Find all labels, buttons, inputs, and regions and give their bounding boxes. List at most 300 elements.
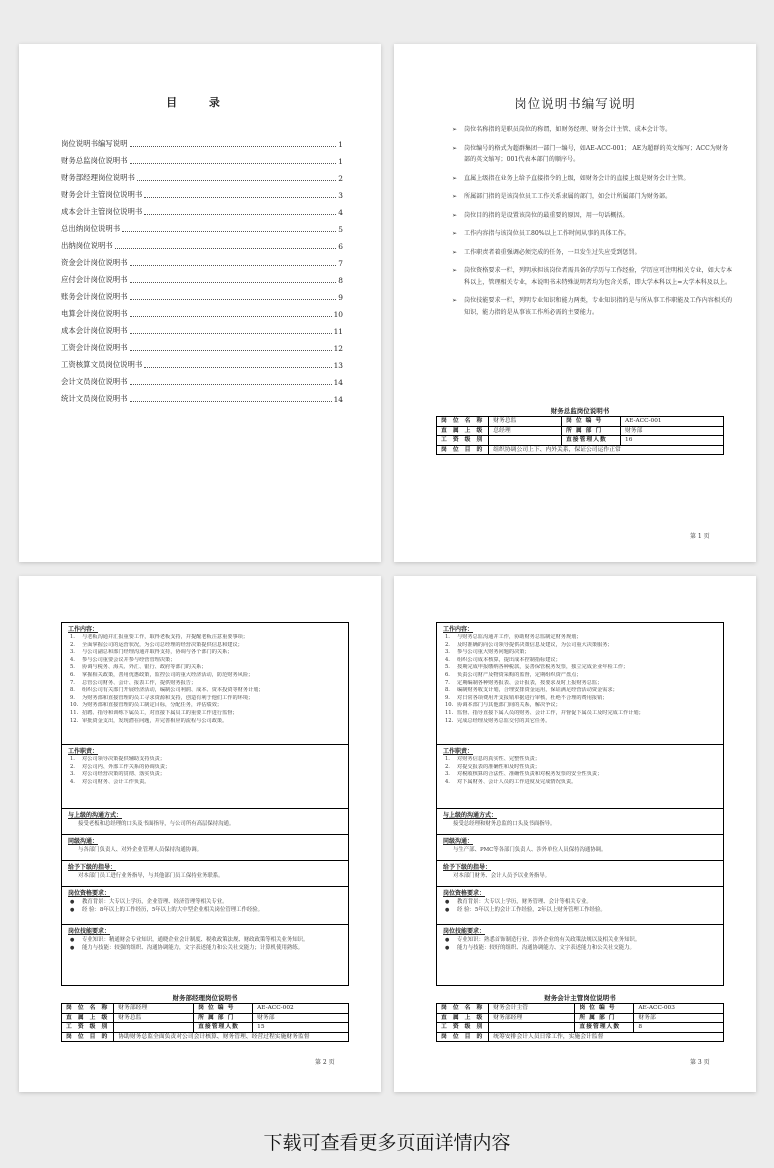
field-label: 直 属 上 级 bbox=[62, 1013, 114, 1023]
item-number: 6. bbox=[70, 671, 75, 678]
item-number: 3. bbox=[445, 771, 450, 778]
field-label: 工 资 级 别 bbox=[437, 436, 489, 446]
toc-entry-page: 1 bbox=[338, 140, 343, 149]
bullet-item bbox=[68, 906, 342, 914]
field-label: 直接管理人数 bbox=[575, 1023, 634, 1033]
guide-item bbox=[452, 265, 734, 288]
toc-entry-label: 岗位说明书编写说明 bbox=[61, 139, 128, 148]
subordinate-guidance-section bbox=[437, 861, 723, 887]
toc-entry-page: 9 bbox=[338, 293, 343, 302]
list-item bbox=[443, 680, 717, 688]
bullet-arrow-icon: ➢ bbox=[452, 211, 458, 219]
list-item bbox=[68, 680, 342, 688]
list-item bbox=[68, 771, 342, 779]
item-text: 专业知识：熟悉首饰制造行业、涉外企业的有关政策法规以及相关业务知识。 bbox=[457, 937, 641, 943]
toc-entry bbox=[61, 387, 343, 404]
item-text: 监督、指导直接下属人员的财务、会计工作，并督促下属员工及时完成工作计划； bbox=[457, 709, 644, 716]
toc-entry-page: 1 bbox=[338, 157, 343, 166]
item-number: 7. bbox=[445, 679, 450, 686]
guide-item bbox=[452, 228, 734, 240]
toc-entry-label: 工资核算文员岗位说明书 bbox=[61, 360, 143, 369]
field-label: 岗 位 编 号 bbox=[562, 417, 621, 427]
toc-entry bbox=[61, 200, 343, 217]
guide-item bbox=[452, 124, 734, 136]
item-text: 掌握相关政策，善用优惠政策，监控公司的重大经济活动，防范财务风险； bbox=[82, 671, 254, 678]
qualification-section bbox=[437, 887, 723, 925]
section-heading: 工作职责： bbox=[68, 748, 99, 755]
toc-leader-dots bbox=[130, 163, 337, 164]
field-value: 财务会计主管 bbox=[489, 1004, 575, 1014]
section-heading: 与上级的沟通方式： bbox=[443, 812, 498, 819]
item-text: 对税收核算的合法性、准确性负责和对税务发票的安全性负责； bbox=[457, 771, 603, 778]
item-text: 及时准确的向公司领导提供决策信息及建议，为公司重大决策服务； bbox=[457, 641, 613, 648]
toc-entry-page: 14 bbox=[333, 395, 343, 404]
item-number: 2. bbox=[445, 641, 450, 648]
table-row bbox=[62, 1023, 349, 1033]
toc-leader-dots bbox=[130, 350, 332, 351]
manager-duty-box bbox=[61, 622, 349, 986]
field-value: 协助财务总监全面负责对公司会计核算、财务管理、经营过程实施财务监督 bbox=[114, 1032, 349, 1042]
field-label: 工 资 级 别 bbox=[62, 1023, 114, 1033]
duties-section bbox=[62, 745, 348, 809]
item-text: 协调与税务、海关、外汇、银行、政府等部门的关系； bbox=[82, 664, 207, 671]
toc-entry bbox=[61, 183, 343, 200]
duties-section bbox=[437, 745, 723, 809]
item-number: 4. bbox=[445, 778, 450, 785]
item-number: 2. bbox=[70, 763, 75, 770]
toc-entry-label: 财务会计主管岗位说明书 bbox=[61, 190, 143, 199]
toc-entry bbox=[61, 149, 343, 166]
field-value: 16 bbox=[621, 436, 724, 446]
section-heading: 岗位资格要求： bbox=[68, 890, 111, 897]
guide-item-text: 所属部门指的是该岗位员工工作关系隶属的部门，如会计所属部门为财务部。 bbox=[464, 193, 672, 200]
table-row bbox=[437, 436, 724, 446]
item-number: 9. bbox=[70, 694, 75, 701]
field-label: 岗 位 名 称 bbox=[437, 1004, 489, 1014]
supervisor-table-title: 财务会计主管岗位说明书 bbox=[544, 994, 616, 1002]
item-number: 10. bbox=[70, 702, 79, 709]
guide-title: 岗位说明书编写说明 bbox=[514, 96, 636, 111]
section-heading: 给予下级的指导： bbox=[443, 864, 492, 871]
item-text: 能力与技能：较好的组织、沟通协调能力、文字表述能力和公关社交能力。 bbox=[457, 945, 635, 951]
field-value: 统筹安排会计人员日常工作，实施会计监督 bbox=[489, 1032, 724, 1042]
item-text: 对提交报表的准确性和及时性负责； bbox=[457, 763, 541, 770]
item-text: 全面掌握公司的运营状况，为公司总经理的经营决策提供信息和建议； bbox=[82, 641, 243, 648]
toc-entry-page: 4 bbox=[338, 208, 343, 217]
section-heading: 给予下级的指导： bbox=[68, 864, 117, 871]
bullet-item bbox=[68, 898, 342, 906]
field-value bbox=[114, 1023, 194, 1033]
bullet-dot-icon: ● bbox=[445, 945, 450, 951]
subordinate-guidance-section bbox=[62, 861, 348, 887]
field-value: 财务部 bbox=[621, 426, 724, 436]
bullet-item bbox=[68, 936, 342, 944]
list-item bbox=[443, 657, 717, 665]
section-heading: 岗位技能要求： bbox=[443, 928, 486, 935]
toc-leader-dots bbox=[115, 248, 337, 249]
toc-leader-dots bbox=[122, 231, 336, 232]
section-text: 与各部门负责人、对外企业管理人员保持沟通协调。 bbox=[78, 847, 202, 853]
toc-entry-label: 成本会计岗位说明书 bbox=[61, 326, 128, 335]
item-text: 经 验：5年以上的会计工作经验，2年以上财务管理工作经验。 bbox=[457, 907, 606, 913]
item-text: 对公司内、外部工作关系的协调负责； bbox=[82, 763, 171, 770]
field-label: 直 属 上 级 bbox=[437, 1013, 489, 1023]
item-text: 完成总经理及财务总监交付的其它任务。 bbox=[457, 717, 551, 724]
toc-leader-dots bbox=[130, 265, 337, 266]
table-row bbox=[437, 1023, 724, 1033]
supervisor-duty-box bbox=[436, 622, 724, 986]
section-heading: 岗位技能要求： bbox=[68, 928, 111, 935]
toc-entry bbox=[61, 166, 343, 183]
field-value: 财务部经理 bbox=[114, 1004, 194, 1014]
guide-item-text: 岗位目的指的是设置该岗位的最重要的原因，用一句话概括。 bbox=[464, 211, 629, 219]
list-item bbox=[443, 718, 717, 726]
list-item bbox=[68, 702, 342, 710]
bullet-item bbox=[443, 936, 717, 944]
toc-entry-page: 13 bbox=[333, 361, 343, 370]
list-item bbox=[443, 649, 717, 657]
section-heading: 工作内容： bbox=[68, 626, 99, 633]
field-value: 财务总监 bbox=[114, 1013, 194, 1023]
toc-entry-label: 出纳岗位说明书 bbox=[61, 241, 113, 250]
toc-leader-dots bbox=[144, 197, 336, 198]
item-number: 5. bbox=[70, 664, 75, 671]
section-text: 与生产部、PMC等各部门负责人、涉外单位人员保持沟通协调。 bbox=[453, 847, 607, 853]
bullet-dot-icon: ● bbox=[445, 907, 450, 913]
list-item bbox=[443, 634, 717, 642]
item-number: 3. bbox=[445, 649, 450, 656]
upper-communication-section bbox=[62, 809, 348, 835]
list-item bbox=[443, 756, 717, 764]
table-row bbox=[437, 445, 724, 455]
bullet-arrow-icon: ➢ bbox=[452, 248, 458, 256]
list-item bbox=[443, 779, 717, 787]
section-text: 对本部门财务、会计人员予以业务指导。 bbox=[453, 873, 551, 879]
table-row bbox=[437, 1013, 724, 1023]
item-number: 3. bbox=[70, 771, 75, 778]
field-label: 工 资 级 别 bbox=[437, 1023, 489, 1033]
bullet-arrow-icon: ➢ bbox=[452, 174, 458, 182]
toc-entry-label: 应付会计岗位说明书 bbox=[61, 275, 128, 284]
toc-page bbox=[19, 44, 381, 562]
item-number: 12. bbox=[70, 717, 79, 724]
qualification-section bbox=[62, 887, 348, 925]
skill-section bbox=[437, 925, 723, 961]
list-item bbox=[443, 687, 717, 695]
toc-entry-page: 10 bbox=[333, 310, 343, 319]
list-item bbox=[68, 657, 342, 665]
list-item bbox=[68, 649, 342, 657]
field-value: 财务部经理 bbox=[489, 1013, 575, 1023]
field-value: AE-ACC-001 bbox=[621, 417, 724, 427]
bullet-arrow-icon: ➢ bbox=[452, 144, 458, 152]
toc-entry-page: 11 bbox=[333, 327, 343, 336]
toc-entry-page: 3 bbox=[338, 191, 343, 200]
list-item bbox=[443, 664, 717, 672]
bullet-dot-icon: ● bbox=[70, 899, 75, 905]
section-text: 接受总经理和财务总监的口头及书面指导。 bbox=[453, 821, 556, 827]
supervisor-info-table bbox=[436, 1003, 724, 1042]
guide-item bbox=[452, 143, 734, 166]
field-value bbox=[489, 436, 562, 446]
guide-item bbox=[452, 191, 734, 203]
item-text: 组织公司有关部门开展经济活动，编制公司利润、成本、资本投资等财务计划； bbox=[82, 687, 264, 694]
item-text: 对下属财务、会计人员的工作进度及完成情况负责。 bbox=[457, 778, 577, 785]
bullet-dot-icon: ● bbox=[445, 937, 450, 943]
peer-communication-section bbox=[62, 835, 348, 861]
toc-entry-label: 总出纳岗位说明书 bbox=[61, 224, 121, 233]
guide-item-text: 岗位资格要求一栏，列明承担该岗位者需具备的学历与工作经验，学历应可注明相关专业，如大专本科以上，管理相关专业，本说明书未特殊说明者均为包含关系，即大学本科以上=大学本科及以上。 bbox=[464, 267, 733, 286]
list-item bbox=[68, 779, 342, 787]
section-heading: 与上级的沟通方式： bbox=[68, 812, 123, 819]
item-text: 对公司财务、会计工作负责。 bbox=[82, 778, 150, 785]
toc-leader-dots bbox=[130, 384, 332, 385]
toc-entry-label: 财务部经理岗位说明书 bbox=[61, 173, 135, 182]
cfo-info-table bbox=[436, 416, 724, 455]
bullet-item bbox=[68, 944, 342, 952]
page-number: 第 3 页 bbox=[690, 1059, 710, 1066]
item-number: 4. bbox=[70, 656, 75, 663]
page-number: 第 2 页 bbox=[315, 1059, 335, 1066]
field-label: 岗 位 名 称 bbox=[62, 1004, 114, 1014]
item-text: 对财务信息的真实性、完整性负责； bbox=[457, 756, 541, 762]
field-label: 直接管理人数 bbox=[562, 436, 621, 446]
list-item bbox=[443, 771, 717, 779]
toc-entry-page: 6 bbox=[338, 242, 343, 251]
bullet-item bbox=[443, 906, 717, 914]
list-item bbox=[443, 672, 717, 680]
field-value: 财务部 bbox=[634, 1013, 724, 1023]
toc-entry bbox=[61, 302, 343, 319]
bullet-item bbox=[443, 944, 717, 952]
item-number: 3. bbox=[70, 649, 75, 656]
field-label: 直 属 上 级 bbox=[437, 426, 489, 436]
bullet-item bbox=[443, 898, 717, 906]
item-text: 编制财务收支计划，合理安排资金运用，保证满足经营活动资金需求； bbox=[457, 687, 618, 694]
item-number: 2. bbox=[445, 763, 450, 770]
toc-entry-page: 2 bbox=[338, 174, 343, 183]
item-number: 12. bbox=[445, 717, 454, 724]
toc-leader-dots bbox=[130, 333, 332, 334]
field-label: 岗 位 名 称 bbox=[437, 417, 489, 427]
item-text: 经 验：8年以上的工作经历，5年以上的大中型企业相关岗位管理工作经验。 bbox=[82, 907, 264, 913]
list-item bbox=[68, 672, 342, 680]
list-item bbox=[68, 718, 342, 726]
bullet-arrow-icon: ➢ bbox=[452, 267, 458, 274]
item-number: 1. bbox=[70, 634, 75, 640]
item-text: 教育背景：大专以上学历，财务管理、会计等相关专业。 bbox=[457, 899, 592, 905]
section-heading: 岗位资格要求： bbox=[443, 890, 486, 897]
toc-entry-label: 会计文员岗位说明书 bbox=[61, 377, 128, 386]
section-heading: 同级沟通： bbox=[68, 838, 99, 845]
item-number: 6. bbox=[445, 671, 450, 678]
list-item bbox=[68, 642, 342, 650]
item-number: 4. bbox=[445, 656, 450, 663]
list-item bbox=[68, 664, 342, 672]
list-item bbox=[68, 764, 342, 772]
list-item bbox=[68, 710, 342, 718]
table-row bbox=[62, 1004, 349, 1014]
item-number: 7. bbox=[70, 679, 75, 686]
item-number: 4. bbox=[70, 778, 75, 785]
toc-entry bbox=[61, 217, 343, 234]
field-label: 所 属 部 门 bbox=[575, 1013, 634, 1023]
item-number: 11. bbox=[70, 709, 79, 716]
item-number: 8. bbox=[445, 687, 450, 694]
guide-item-text: 岗位技能要求一栏，列明专业知识和能力两类，专业知识指的是与所从事工作职能及工作内容相关的知识，能力指的是从事该工作所必需的主要能力。 bbox=[464, 297, 733, 316]
table-row bbox=[62, 1032, 349, 1042]
toc-entry bbox=[61, 353, 343, 370]
toc-leader-dots bbox=[130, 282, 337, 283]
toc-title: 目 录 bbox=[166, 96, 234, 109]
section-heading: 工作内容： bbox=[443, 626, 474, 633]
section-heading: 工作职责： bbox=[443, 748, 474, 755]
field-label: 岗 位 编 号 bbox=[575, 1004, 634, 1014]
item-text: 为财务部和直接管理的员工制定目标，分配任务，评估绩效； bbox=[82, 702, 223, 709]
toc-leader-dots bbox=[130, 146, 337, 147]
item-number: 8. bbox=[70, 687, 75, 694]
list-item bbox=[443, 764, 717, 772]
guide-item-text: 岗位名称指的是职员岗位的称谓，如财务经理、财务会计主管、成本会计等。 bbox=[464, 126, 672, 133]
item-number: 9. bbox=[445, 694, 450, 701]
toc-entry-label: 财务总监岗位说明书 bbox=[61, 156, 128, 165]
toc-list bbox=[61, 132, 343, 404]
upper-communication-section bbox=[437, 809, 723, 835]
accounting-supervisor-page bbox=[394, 576, 756, 1092]
field-value: AE-ACC-002 bbox=[253, 1004, 349, 1014]
toc-entry-page: 7 bbox=[338, 259, 343, 268]
field-label: 岗 位 目 的 bbox=[437, 1032, 489, 1042]
list-item bbox=[68, 687, 342, 695]
toc-leader-dots bbox=[144, 214, 336, 215]
item-number: 1. bbox=[70, 756, 75, 762]
bullet-dot-icon: ● bbox=[70, 907, 75, 913]
field-value: 总经理 bbox=[489, 426, 562, 436]
item-text: 参与公司重大财务问题的决策； bbox=[457, 649, 530, 656]
toc-entry bbox=[61, 268, 343, 285]
manager-info-table bbox=[61, 1003, 349, 1042]
peer-communication-section bbox=[437, 835, 723, 861]
item-number: 5. bbox=[445, 664, 450, 671]
toc-entry bbox=[61, 370, 343, 387]
field-label: 所 属 部 门 bbox=[562, 426, 621, 436]
guide-item-text: 工作职责者着重强调必须完成的任务，一旦发生过失应受到惩罚。 bbox=[464, 248, 641, 256]
guide-page bbox=[394, 44, 756, 562]
bullet-dot-icon: ● bbox=[445, 899, 450, 905]
item-text: 按期完成申报缴纳各种税款，妥善保管税务发票，独立完成企业年检工作； bbox=[457, 664, 629, 671]
toc-entry bbox=[61, 251, 343, 268]
toc-leader-dots bbox=[137, 180, 336, 181]
field-value: 8 bbox=[634, 1023, 724, 1033]
table-row bbox=[62, 1013, 349, 1023]
toc-entry-page: 14 bbox=[333, 378, 343, 387]
toc-entry-label: 工资会计岗位说明书 bbox=[61, 343, 128, 352]
item-number: 2. bbox=[70, 641, 75, 648]
bullet-arrow-icon: ➢ bbox=[452, 230, 458, 237]
table-row bbox=[437, 1004, 724, 1014]
section-text: 对本部门员工进行业务指导，与其他部门员工保持业务联系。 bbox=[78, 873, 224, 879]
item-text: 为财务部和直接管理的员工寻求资源和支持，创造有利于他们工作的环境； bbox=[82, 694, 254, 701]
bullet-arrow-icon: ➢ bbox=[452, 193, 458, 200]
cfo-table-title: 财务总监岗位说明书 bbox=[550, 407, 610, 415]
toc-leader-dots bbox=[130, 401, 332, 402]
item-text: 招聘、指导和训练下属员工，对直接下属员工的重要工作进行监督； bbox=[82, 709, 238, 716]
bullet-arrow-icon: ➢ bbox=[452, 126, 458, 133]
field-value: 15 bbox=[253, 1023, 349, 1033]
work-content-section bbox=[437, 623, 723, 745]
item-text: 总管公司财务、会计、报表工作，提供财务报告； bbox=[82, 679, 197, 686]
field-value: 财务总监 bbox=[489, 417, 562, 427]
field-label: 岗 位 目 的 bbox=[62, 1032, 114, 1042]
toc-entry-page: 5 bbox=[338, 225, 343, 234]
toc-entry bbox=[61, 319, 343, 336]
toc-leader-dots bbox=[130, 299, 337, 300]
download-more-text: 下载可查看更多页面详情内容 bbox=[263, 1132, 511, 1154]
item-text: 对日常各项费用开支报销单据进行审核，杜绝不合理的费用报销； bbox=[457, 694, 608, 701]
guide-item bbox=[452, 173, 734, 185]
item-text: 对公司经营决策的贯彻、落实负责； bbox=[82, 771, 166, 778]
item-text: 定期编制各种财务报表、会计报表，按要求及时上报财务总监； bbox=[457, 679, 603, 686]
bullet-arrow-icon: ➢ bbox=[452, 297, 458, 304]
section-heading: 同级沟通： bbox=[443, 838, 474, 845]
toc-entry-page: 8 bbox=[338, 276, 343, 285]
guide-list bbox=[452, 124, 734, 325]
item-text: 负责公司财产及物资采购的监督，定期组织资产盘点； bbox=[457, 671, 582, 678]
field-value bbox=[489, 1023, 575, 1033]
skill-section bbox=[62, 925, 348, 961]
list-item bbox=[68, 634, 342, 642]
field-label: 岗 位 目 的 bbox=[437, 445, 489, 455]
field-label: 直接管理人数 bbox=[194, 1023, 253, 1033]
list-item bbox=[443, 710, 717, 718]
toc-leader-dots bbox=[144, 367, 331, 368]
bullet-dot-icon: ● bbox=[70, 937, 75, 943]
guide-item bbox=[452, 247, 734, 259]
toc-entry-label: 统计文员岗位说明书 bbox=[61, 394, 128, 403]
item-text: 专业知识：精通财会专业知识，通晓企业会计制度、税收政策法规、财政政策等相关业务知识。 bbox=[82, 937, 309, 943]
item-text: 与公司副总和部门经理沟通并取得支持，协调与各个部门的关系； bbox=[82, 649, 233, 656]
guide-item bbox=[452, 210, 734, 222]
list-item bbox=[443, 695, 717, 703]
item-number: 1. bbox=[445, 634, 450, 640]
guide-item-text: 工作内容指与该岗位员工80%以上工作时间从事的具体工作。 bbox=[464, 230, 630, 237]
list-item bbox=[68, 695, 342, 703]
item-number: 11. bbox=[445, 709, 454, 716]
field-value: AE-ACC-003 bbox=[634, 1004, 724, 1014]
list-item bbox=[443, 702, 717, 710]
toc-entry bbox=[61, 132, 343, 149]
table-row bbox=[437, 1032, 724, 1042]
bullet-dot-icon: ● bbox=[70, 945, 75, 951]
field-label: 所 属 部 门 bbox=[194, 1013, 253, 1023]
item-text: 教育背景：大专以上学历，企业管理、经济管理等相关专业。 bbox=[82, 899, 228, 905]
item-text: 与老板沟通并汇报重要工作，取得老板支持，并提醒老板注意重要事项； bbox=[82, 634, 249, 640]
item-text: 协调本部门与其他部门间的关系，解决争议； bbox=[457, 702, 561, 709]
field-value: 财务部 bbox=[253, 1013, 349, 1023]
toc-entry bbox=[61, 336, 343, 353]
toc-entry-page: 12 bbox=[333, 344, 343, 353]
table-row bbox=[437, 417, 724, 427]
item-text: 与财务总监沟通并工作，协助财务总监制定财务规划； bbox=[457, 634, 582, 640]
toc-entry-label: 账务会计岗位说明书 bbox=[61, 292, 128, 301]
item-text: 对公司领导决策提供辅助支持负责； bbox=[82, 756, 166, 762]
section-text: 接受老板和总经理的口头及书面指导，与公司所有高层保持沟通。 bbox=[78, 821, 235, 827]
field-value: 组织协调公司上下、内外关系，保证公司运作正常 bbox=[489, 445, 724, 455]
item-text: 参与公司重要会议并参与经营管理决策； bbox=[82, 656, 176, 663]
toc-leader-dots bbox=[130, 316, 332, 317]
list-item bbox=[443, 642, 717, 650]
toc-entry bbox=[61, 285, 343, 302]
